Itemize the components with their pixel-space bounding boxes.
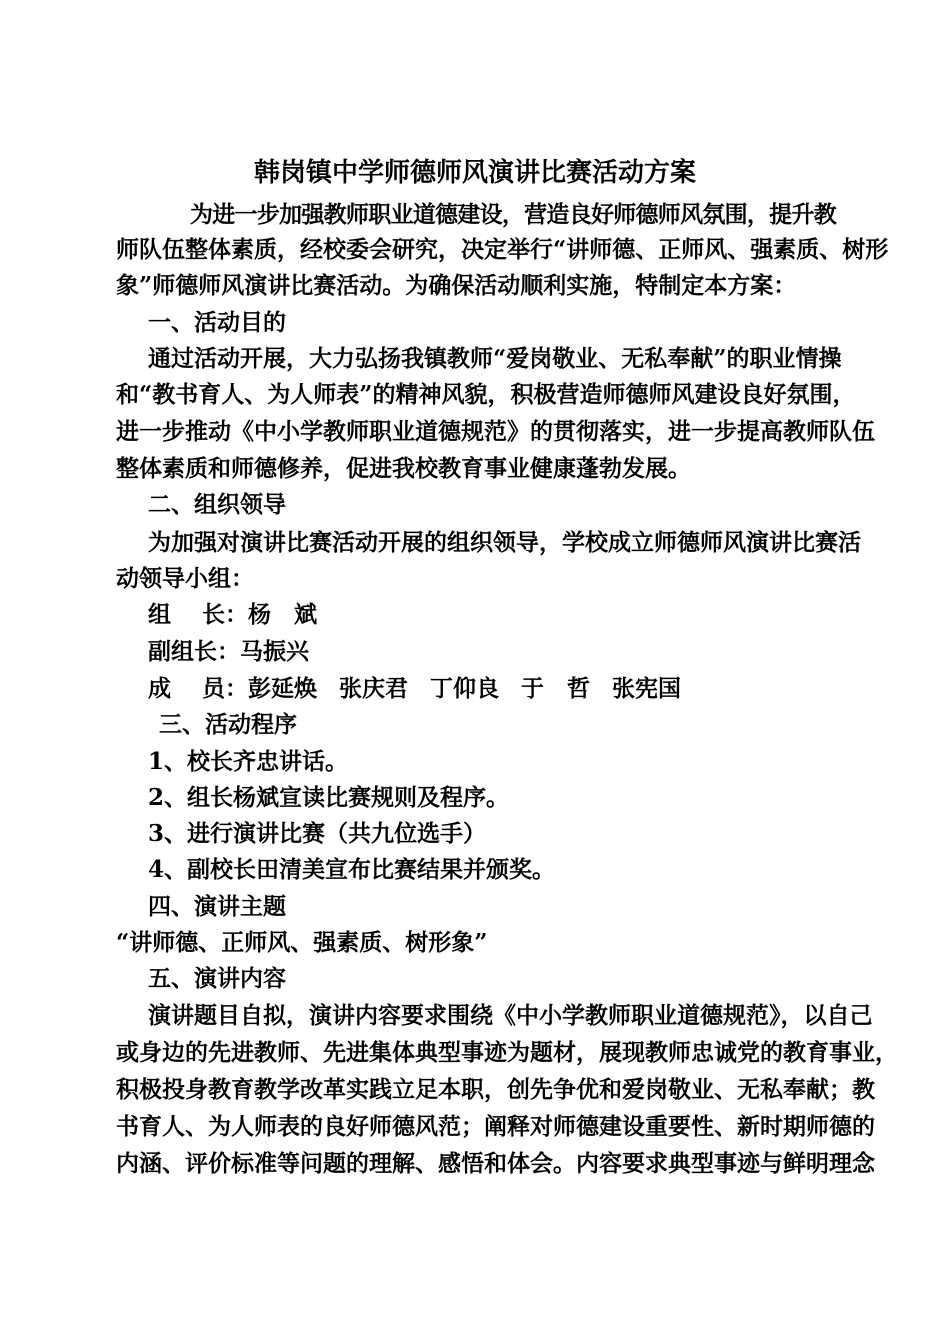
deputy-row xyxy=(148,636,309,668)
procedure-step: 4、副校长田清美宣布比赛结果并颁奖。 xyxy=(148,856,556,883)
section2-line-2: 动领导小组： xyxy=(116,565,254,592)
section2-line-1: 为加强对演讲比赛活动开展的组织领导，学校成立师德师风演讲比赛活 xyxy=(148,529,861,556)
members-row xyxy=(148,673,681,705)
member-name: 张宪国 xyxy=(612,675,682,702)
procedure-step: 1、校长齐忠讲话。 xyxy=(148,748,349,775)
member-name: 彭延焕 xyxy=(248,675,318,702)
procedure-step: 2、组长杨斌宣读比赛规则及程序。 xyxy=(148,784,510,811)
section4-heading: 四、演讲主题 xyxy=(148,893,286,920)
procedure-step: 3、进行演讲比赛（共九位选手） xyxy=(148,820,487,847)
section5-line-5: 内涵、评价标准等问题的理解、感悟和体会。内容要求典型事迹与鲜明理念 xyxy=(116,1150,875,1177)
section1-line-4: 整体素质和师德修养，促进我校教育事业健康蓬勃发展。 xyxy=(116,455,691,482)
deputy-name: 马振兴 xyxy=(240,638,309,665)
intro-line-3: 象”师德师风演讲比赛活动。为确保活动顺利实施，特制定本方案： xyxy=(116,272,797,299)
section1-heading: 一、活动目的 xyxy=(148,309,286,336)
section1-line-2: 和“教书育人、为人师表”的精神风貌，积极营造师德师风建设良好氛围， xyxy=(116,381,856,408)
leader-label: 组 长： xyxy=(148,601,249,628)
section5-heading: 五、演讲内容 xyxy=(148,965,286,992)
member-name: 张庆君 xyxy=(339,675,409,702)
document-title: 韩岗镇中学师德师风演讲比赛活动方案 xyxy=(253,158,696,188)
member-name: 于 哲 xyxy=(521,675,591,702)
member-name: 丁仰良 xyxy=(430,675,500,702)
members-label: 成 员： xyxy=(148,675,249,702)
section5-line-2: 或身边的先进教师、先进集体典型事迹为题材，展现教师忠诚党的教育事业， xyxy=(116,1039,898,1066)
intro-line-1: 为进一步加强教师职业道德建设，营造良好师德师风氛围，提升教 xyxy=(190,201,837,228)
section5-line-1: 演讲题目自拟，演讲内容要求围绕《中小学教师职业道德规范》，以自己 xyxy=(148,1002,873,1029)
section5-line-4: 书育人、为人师表的良好师德风范；阐释对师德建设重要性、新时期师德的 xyxy=(116,1113,875,1140)
section2-heading: 二、组织领导 xyxy=(148,491,286,518)
section3-heading: 三、活动程序 xyxy=(159,711,297,738)
section1-line-3: 进一步推动《中小学教师职业道德规范》的贯彻落实，进一步提高教师队伍 xyxy=(116,418,875,445)
speech-theme: “讲师德、正师风、强素质、树形象” xyxy=(116,929,488,956)
leader-row xyxy=(148,599,317,631)
leader-name: 杨 斌 xyxy=(248,601,318,628)
intro-line-2: 师队伍整体素质，经校委会研究，决定举行“讲师德、正师风、强素质、树形 xyxy=(116,236,889,263)
deputy-label: 副组长： xyxy=(148,638,240,665)
section5-line-3: 积极投身教育教学改革实践立足本职，创先争优和爱岗敬业、无私奉献；教 xyxy=(116,1076,875,1103)
section1-line-1: 通过活动开展，大力弘扬我镇教师“爱岗敬业、无私奉献”的职业情操 xyxy=(148,345,842,372)
